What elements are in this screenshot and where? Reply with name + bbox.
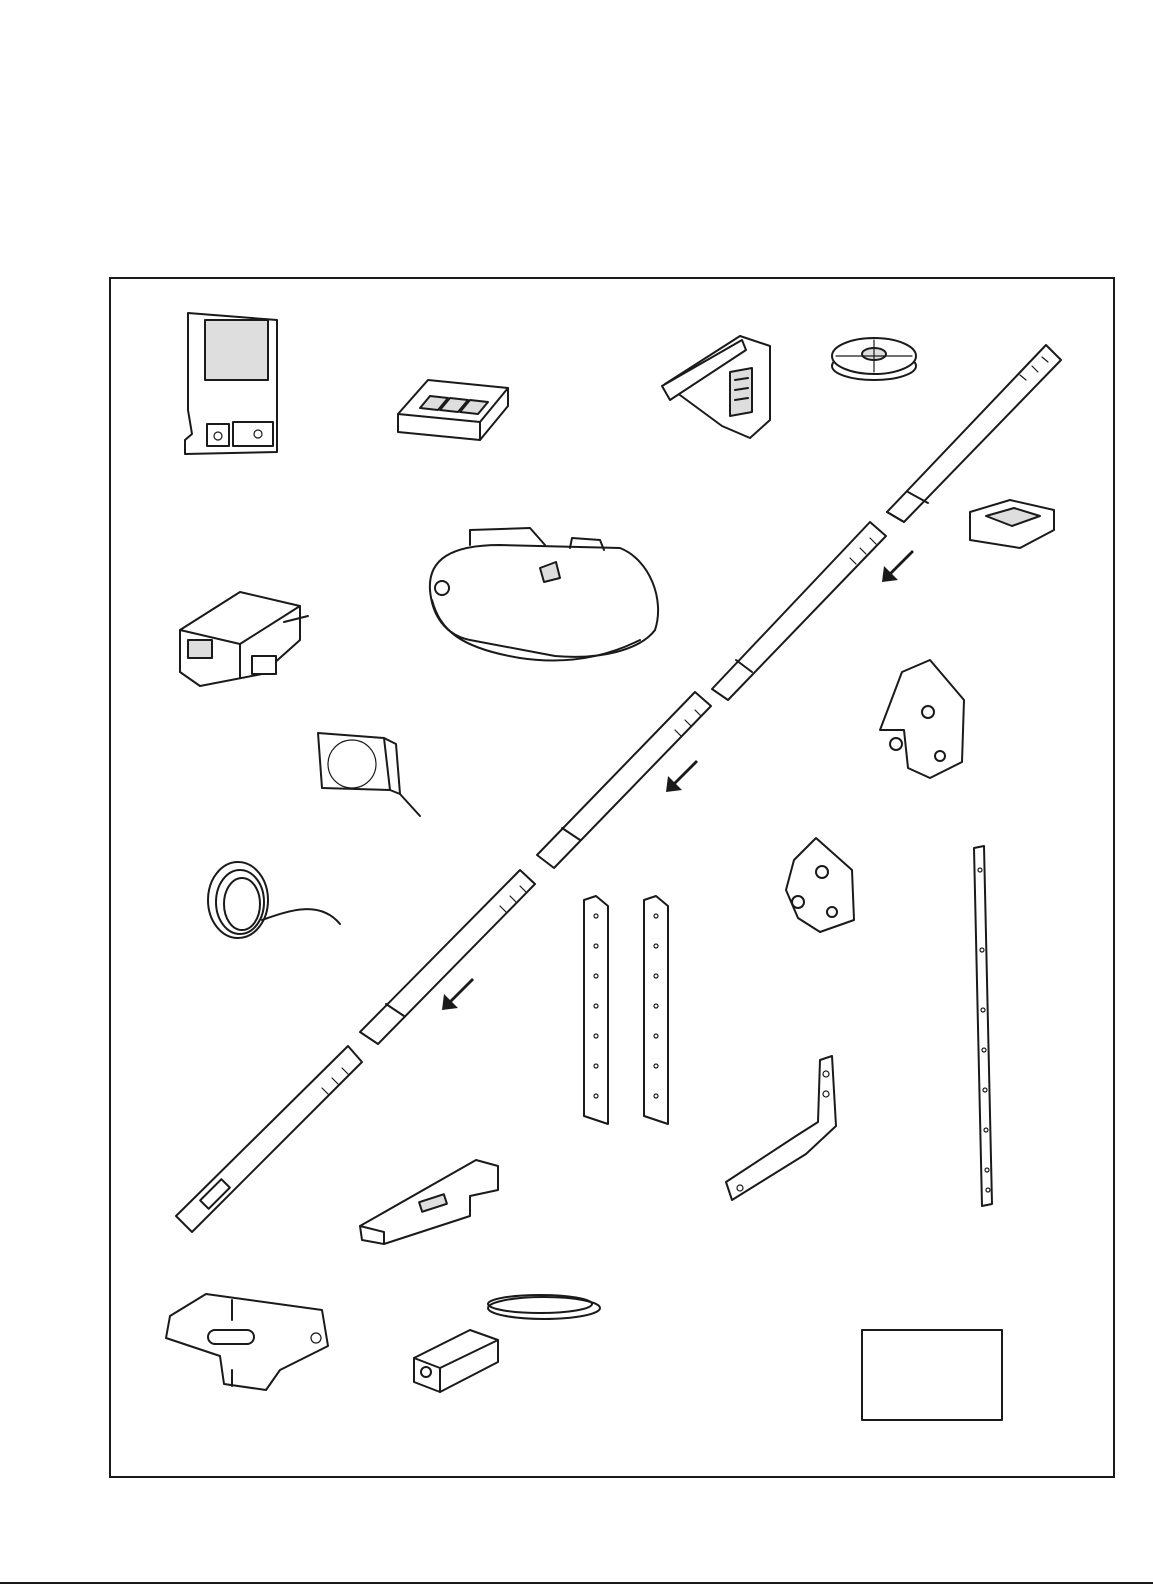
lens-icon bbox=[318, 733, 420, 816]
bag-icon bbox=[862, 1330, 1002, 1420]
straight-arm-icon bbox=[974, 846, 992, 1206]
page-bottom-rule bbox=[0, 1582, 1153, 1584]
bracket-icon bbox=[970, 500, 1054, 548]
bracket-icon bbox=[166, 1294, 328, 1390]
curved-arm-icon bbox=[726, 1056, 836, 1200]
trolley-icon bbox=[180, 592, 308, 686]
keypad-icon bbox=[662, 336, 770, 438]
rail-icon bbox=[176, 345, 1061, 1232]
door-control-icon bbox=[185, 313, 277, 454]
sensor-icon bbox=[414, 1295, 600, 1392]
wire-icon bbox=[208, 862, 340, 938]
angle-bracket-icon bbox=[584, 896, 668, 1124]
header-bracket-icon bbox=[360, 1160, 498, 1244]
pulley-icon bbox=[832, 338, 916, 380]
door-bracket-icon bbox=[786, 660, 964, 932]
remote-icon bbox=[398, 380, 508, 440]
motor-unit-icon bbox=[430, 528, 658, 661]
